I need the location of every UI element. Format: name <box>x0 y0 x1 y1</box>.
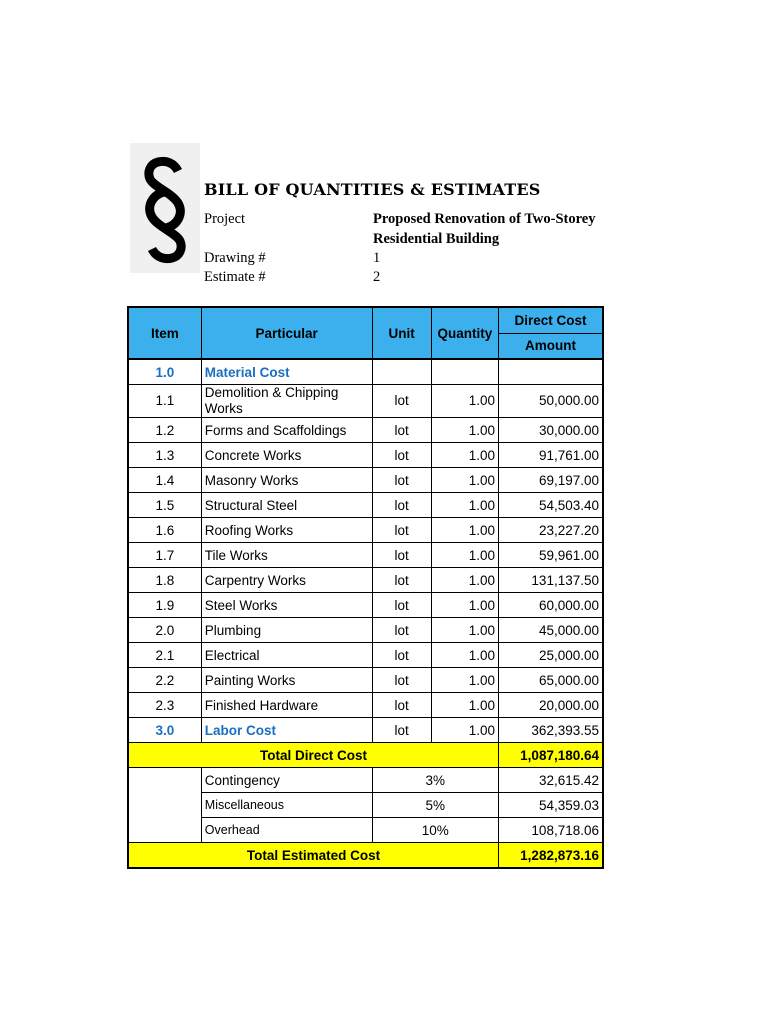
row-quantity: 1.00 <box>431 418 498 443</box>
row-particular: Painting Works <box>201 668 372 693</box>
total-estimated-row <box>128 843 603 869</box>
row-amount: 54,503.40 <box>499 493 603 518</box>
row-unit: lot <box>372 643 431 668</box>
row-quantity: 1.00 <box>431 385 498 418</box>
project-value-line1: Proposed Renovation of Two-Storey <box>373 211 596 227</box>
boq-table <box>127 306 604 869</box>
table-row <box>128 568 603 593</box>
row-unit: lot <box>372 518 431 543</box>
row-unit: lot <box>372 468 431 493</box>
header-item: Item <box>128 307 201 359</box>
row-item: 1.2 <box>128 418 201 443</box>
table-row <box>128 518 603 543</box>
row-item: 1.3 <box>128 443 201 468</box>
row-particular: Steel Works <box>201 593 372 618</box>
row-unit: lot <box>372 668 431 693</box>
row-quantity: 1.00 <box>431 643 498 668</box>
drawing-label: Drawing # <box>204 250 266 266</box>
row-item: 1.5 <box>128 493 201 518</box>
extra-row <box>128 768 603 793</box>
section-label: Material Cost <box>201 359 372 385</box>
row-unit: lot <box>372 385 431 418</box>
extra-amount: 108,718.06 <box>499 818 603 843</box>
row-amount: 69,197.00 <box>499 468 603 493</box>
row-unit: lot <box>372 693 431 718</box>
row-particular: Carpentry Works <box>201 568 372 593</box>
row-particular: Concrete Works <box>201 443 372 468</box>
header-direct-cost: Direct Cost <box>499 307 603 333</box>
row-particular: Electrical <box>201 643 372 668</box>
row-item: 2.1 <box>128 643 201 668</box>
row-item: 1.4 <box>128 468 201 493</box>
row-particular: Roofing Works <box>201 518 372 543</box>
header-unit: Unit <box>372 307 431 359</box>
labor-amount: 362,393.55 <box>499 718 603 743</box>
row-amount: 131,137.50 <box>499 568 603 593</box>
row-quantity: 1.00 <box>431 493 498 518</box>
row-amount: 25,000.00 <box>499 643 603 668</box>
row-quantity: 1.00 <box>431 443 498 468</box>
row-quantity: 1.00 <box>431 568 498 593</box>
total-direct-row <box>128 743 603 768</box>
section-row-material <box>128 359 603 385</box>
row-quantity: 1.00 <box>431 543 498 568</box>
row-quantity: 1.00 <box>431 593 498 618</box>
extra-amount: 32,615.42 <box>499 768 603 793</box>
total-estimated-label: Total Estimated Cost <box>128 843 499 869</box>
row-particular: Plumbing <box>201 618 372 643</box>
row-quantity: 1.00 <box>431 518 498 543</box>
project-value-line2: Residential Building <box>373 231 500 247</box>
row-quantity: 1.00 <box>431 468 498 493</box>
table-row <box>128 418 603 443</box>
row-amount: 20,000.00 <box>499 693 603 718</box>
extras-blank-cell <box>128 768 201 843</box>
row-item: 1.1 <box>128 385 201 418</box>
row-item: 1.8 <box>128 568 201 593</box>
extra-label: Miscellaneous <box>201 793 372 818</box>
labor-unit: lot <box>372 718 431 743</box>
row-unit: lot <box>372 418 431 443</box>
extra-percent: 5% <box>372 793 499 818</box>
row-amount: 30,000.00 <box>499 418 603 443</box>
row-unit: lot <box>372 568 431 593</box>
row-item: 1.9 <box>128 593 201 618</box>
extra-label: Overhead <box>201 818 372 843</box>
table-row <box>128 385 603 418</box>
header-row <box>128 307 603 333</box>
table-row <box>128 543 603 568</box>
labor-item: 3.0 <box>128 718 201 743</box>
table-row <box>128 643 603 668</box>
row-amount: 65,000.00 <box>499 668 603 693</box>
row-item: 2.0 <box>128 618 201 643</box>
row-particular: Structural Steel <box>201 493 372 518</box>
row-particular: Finished Hardware <box>201 693 372 718</box>
row-amount: 45,000.00 <box>499 618 603 643</box>
document-title: BILL OF QUANTITIES & ESTIMATES <box>204 180 541 199</box>
row-unit: lot <box>372 493 431 518</box>
extra-percent: 3% <box>372 768 499 793</box>
header-particular: Particular <box>201 307 372 359</box>
table-row <box>128 443 603 468</box>
row-unit: lot <box>372 543 431 568</box>
labor-label: Labor Cost <box>201 718 372 743</box>
row-quantity: 1.00 <box>431 618 498 643</box>
row-amount: 50,000.00 <box>499 385 603 418</box>
section-item: 1.0 <box>128 359 201 385</box>
estimate-value: 2 <box>373 269 381 285</box>
total-direct-label: Total Direct Cost <box>128 743 499 768</box>
extra-label: Contingency <box>201 768 372 793</box>
row-item: 1.7 <box>128 543 201 568</box>
row-item: 2.3 <box>128 693 201 718</box>
row-particular: Forms and Scaffoldings <box>201 418 372 443</box>
project-label: Project <box>204 211 246 227</box>
extra-amount: 54,359.03 <box>499 793 603 818</box>
labor-quantity: 1.00 <box>431 718 498 743</box>
row-amount: 91,761.00 <box>499 443 603 468</box>
header-quantity: Quantity <box>431 307 498 359</box>
row-amount: 23,227.20 <box>499 518 603 543</box>
table-row <box>128 668 603 693</box>
estimate-label: Estimate # <box>204 269 266 285</box>
table-row <box>128 493 603 518</box>
row-quantity: 1.00 <box>431 693 498 718</box>
table-row <box>128 693 603 718</box>
extra-percent: 10% <box>372 818 499 843</box>
section-row-labor <box>128 718 603 743</box>
row-particular: Tile Works <box>201 543 372 568</box>
total-estimated-amount: 1,282,873.16 <box>499 843 603 869</box>
row-unit: lot <box>372 593 431 618</box>
table-row <box>128 618 603 643</box>
row-item: 2.2 <box>128 668 201 693</box>
table-row <box>128 468 603 493</box>
row-unit: lot <box>372 443 431 468</box>
row-particular: Masonry Works <box>201 468 372 493</box>
table-row <box>128 593 603 618</box>
row-unit: lot <box>372 618 431 643</box>
row-amount: 59,961.00 <box>499 543 603 568</box>
total-direct-amount: 1,087,180.64 <box>499 743 603 768</box>
row-quantity: 1.00 <box>431 668 498 693</box>
logo-panel <box>130 143 200 273</box>
row-amount: 60,000.00 <box>499 593 603 618</box>
header-amount: Amount <box>499 333 603 359</box>
row-particular: Demolition & Chipping Works <box>201 385 372 418</box>
row-item: 1.6 <box>128 518 201 543</box>
drawing-value: 1 <box>373 250 381 266</box>
section-sign-logo-icon <box>138 155 192 265</box>
